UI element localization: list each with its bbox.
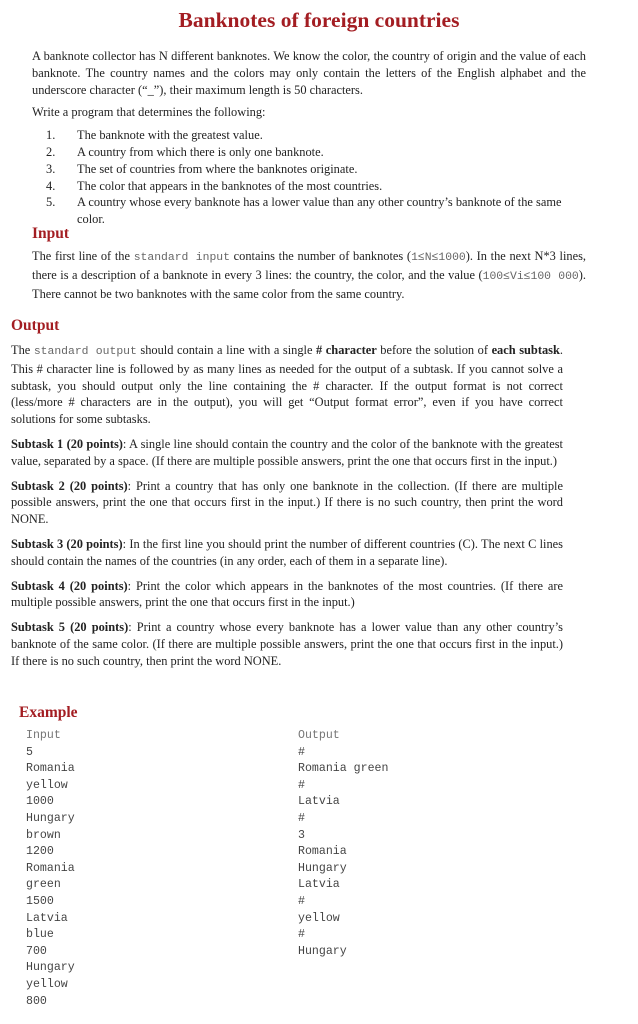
example-line: Hungary xyxy=(298,861,347,875)
example-line: yellow xyxy=(26,778,68,792)
subtask-text: : Print the color which appears in the banknotes of the most countries. (If there are multiple possible answers, print the one that occurs first in the input.) xyxy=(11,578,563,610)
subtask-text: : Print a country whose every banknote has a lower value than any other country’s banknote of the same color. (If there are multiple possible answers, print the one that occurs first in the input.) If there is no such country, then print the word NONE. xyxy=(11,620,563,668)
task-number: 1. xyxy=(46,128,56,143)
input-section xyxy=(32,248,586,302)
example-line: yellow xyxy=(298,911,340,925)
example-line: brown xyxy=(26,828,61,842)
task-number: 5. xyxy=(46,195,56,210)
subtask-label: Subtask 4 (20 points) xyxy=(11,578,128,593)
task-text: A country whose every banknote has a lower value than any other country’s banknote of the same color. xyxy=(77,195,562,227)
example-line: Latvia xyxy=(298,878,340,892)
example-line: # xyxy=(298,928,305,942)
subtask-label: Subtask 1 (20 points) xyxy=(11,436,123,451)
example-line: Romania xyxy=(26,861,75,875)
intro-section xyxy=(32,48,586,228)
example-input-header: Input xyxy=(26,729,61,742)
example-line: Hungary xyxy=(298,944,347,958)
example-line: 1500 xyxy=(26,894,54,908)
example-line: Romania xyxy=(26,762,75,776)
example-line: Hungary xyxy=(26,811,75,825)
subtask-text: : Print a country that has only one banknote in the collection. (If there are multiple possible answers, print the one that occurs first in the input.) If there is no such country, then print the word NONE. xyxy=(11,478,563,527)
example-heading: Example xyxy=(19,704,78,721)
task-item xyxy=(32,194,586,228)
input-heading: Input xyxy=(32,225,70,242)
task-number: 3. xyxy=(46,161,56,176)
subtask-label: Subtask 5 (20 points) xyxy=(11,620,129,635)
subtask-label: Subtask 3 (20 points) xyxy=(11,536,123,551)
subtask-text: : A single line should contain the country and the color of the banknote with the greatest value, separated by a space. (If there are multiple possible answers, print the one that occurs first in the input.) xyxy=(11,436,563,468)
task-text: The set of countries from where the banknotes originate. xyxy=(77,161,358,176)
example-line: Latvia xyxy=(298,795,340,809)
output-heading: Output xyxy=(11,317,60,334)
write-program-line: Write a program that determines the following: xyxy=(32,105,266,120)
example-line: # xyxy=(298,894,305,908)
example-input-lines xyxy=(26,745,75,1011)
task-item xyxy=(32,161,586,178)
example-line: Latvia xyxy=(26,911,68,925)
subtask-label: Subtask 2 (20 points) xyxy=(11,478,128,493)
example-line: 800 xyxy=(26,994,47,1008)
task-number: 2. xyxy=(46,144,56,159)
example-line: 1200 xyxy=(26,845,54,859)
example-line: # xyxy=(298,778,305,792)
example-line: # xyxy=(298,745,305,759)
task-text: A country from which there is only one banknote. xyxy=(77,144,324,159)
subtask-text: : In the first line you should print the number of different countries (C). The next C lines should contain the names of the countries (in any order, each of them in a separate line). xyxy=(11,536,563,568)
example-line: 1000 xyxy=(26,795,54,809)
output-paragraph: The standard output should contain a line with a single # character before the solution of each subtask. This # character line is followed by as many lines as needed for the output of a subtask. If you cannot solve a subtask, you should output only the line containing the # character. If the output format is not correct (less/more # characters are in the output), you will get “Output format error”, even if you have correct solutions for some subtasks. xyxy=(11,343,563,427)
input-paragraph: The first line of the standard input contains the number of banknotes (1≤N≤1000). In the next N*3 lines, there is a description of a banknote in every 3 lines: the country, the color, and the value (100≤Vi≤100 000). There cannot be two banknotes with the same color from the same country. xyxy=(32,249,587,301)
subtask-paragraph xyxy=(11,619,563,669)
task-text: The banknote with the greatest value. xyxy=(77,128,263,143)
subtask-paragraph xyxy=(11,578,563,612)
task-item xyxy=(32,178,586,195)
subtask-paragraph xyxy=(11,536,563,570)
example-output-lines xyxy=(298,745,388,961)
example-line: 700 xyxy=(26,944,47,958)
subtask-paragraph xyxy=(11,436,563,470)
example-line: yellow xyxy=(26,977,68,991)
task-item xyxy=(32,127,586,144)
example-input xyxy=(26,728,75,1010)
example-line: 3 xyxy=(298,828,305,842)
example-line: 5 xyxy=(26,745,33,759)
subtask-list xyxy=(11,436,563,670)
task-number: 4. xyxy=(46,178,56,193)
example-line: blue xyxy=(26,928,54,942)
example-output-header: Output xyxy=(298,729,340,742)
output-section xyxy=(11,342,563,678)
subtask-paragraph xyxy=(11,478,563,528)
example-line: # xyxy=(298,811,305,825)
example-line: Hungary xyxy=(26,961,75,975)
example-line: Romania xyxy=(298,845,347,859)
example-output xyxy=(298,728,388,960)
page-title: Banknotes of foreign countries xyxy=(178,8,460,32)
task-item xyxy=(32,144,586,161)
example-line: Romania green xyxy=(298,762,389,776)
intro-paragraph: A banknote collector has N different banknotes. We know the color, the country of origin and the value of each banknote. The country names and the colors may only contain the letters of the English alphabet and the underscore character (“_”), their maximum length is 50 characters. xyxy=(32,49,586,97)
task-text: The color that appears in the banknotes of the most countries. xyxy=(77,178,383,193)
task-list xyxy=(32,127,586,228)
example-line: green xyxy=(26,878,61,892)
